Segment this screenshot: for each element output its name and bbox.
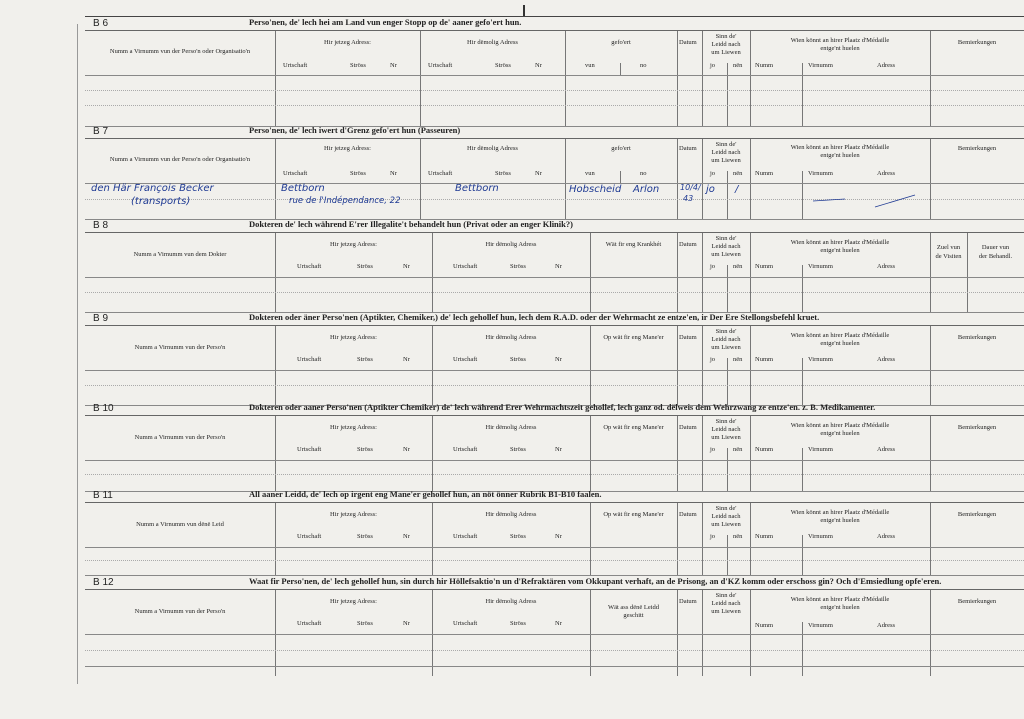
label-virnumm: Virnumm — [808, 62, 833, 69]
label-wien: Wien könnt an hirer Plaatz d'Médaille — [790, 422, 890, 429]
label-name-doctor: Numm a Virnumm vun dem Dokter — [133, 251, 227, 258]
label-stross: Ströss — [357, 620, 373, 627]
label-jo: jo — [710, 356, 716, 363]
section-grid — [85, 139, 1024, 219]
label-leidd-geschitt: Wät ass dënë Leidd — [607, 604, 660, 611]
entry-strokes — [85, 139, 1024, 219]
label-bemierkungen: Bemierkungen — [957, 334, 997, 341]
label-leidd-nach: Leidd nach — [711, 600, 741, 607]
label-name-leid: Numm a Virnumm vun dënë Leid — [136, 521, 224, 528]
label-zuel: Zuel vun — [936, 244, 961, 251]
label-old-address: Hir dëmolig Adress — [485, 424, 537, 431]
label-leidd-nach: Leidd nach — [711, 243, 741, 250]
label-adress: Adress — [877, 446, 896, 453]
left-margin-line — [77, 24, 78, 684]
label-virnumm: Virnumm — [808, 446, 833, 453]
label-current-address: Hir jetzeg Adress: — [324, 39, 371, 46]
label-nr: Nr — [555, 533, 562, 540]
label-datum: Datum — [679, 598, 697, 605]
label-bemierkungen: Bemierkungen — [957, 511, 997, 518]
label-leidd-nach: Leidd nach — [711, 336, 741, 343]
section-code: B 11 — [93, 490, 113, 501]
label-adress: Adress — [877, 170, 896, 177]
label-name-person: Numm a Virnumm vun der Perso'n — [134, 608, 226, 615]
label-manier: Op wät fir eng Mane'er — [603, 424, 664, 431]
label-gefoert: gefo'ert — [611, 39, 631, 46]
label-entgent-huelen: entge'nt huelen — [820, 340, 860, 347]
section-header — [85, 576, 1024, 590]
section-code: B 12 — [93, 577, 114, 588]
section-grid — [85, 31, 1024, 126]
label-wien: Wien könnt an hirer Plaatz d'Médaille — [790, 239, 890, 246]
label-leidd-nach: Leidd nach — [711, 426, 741, 433]
label-datum: Datum — [679, 241, 697, 248]
label-stross: Ströss — [510, 356, 526, 363]
label-datum: Datum — [679, 511, 697, 518]
label-datum: Datum — [679, 424, 697, 431]
section-title: Dokteren oder aaner Perso'nen (Aptikter Chemiker) de' lech während Erer Wehrmachtszeit gehollef, lech ganz od. dëlweis dem Wehrzwang ze entze'en. z. B. Medikamenter. — [249, 402, 876, 412]
label-numm: Numm — [755, 263, 774, 270]
label-visiten: de Visiten — [935, 253, 962, 260]
label-wien: Wien könnt an hirer Plaatz d'Médaille — [790, 596, 890, 603]
section-header — [85, 125, 1024, 139]
section-b9 — [85, 312, 1024, 405]
section-b10 — [85, 402, 1024, 491]
label-virnumm: Virnumm — [808, 533, 833, 540]
label-adress: Adress — [877, 62, 896, 69]
label-stross: Ströss — [495, 62, 511, 69]
label-nr: Nr — [390, 62, 397, 69]
label-urtschaft: Urtschaft — [297, 263, 322, 270]
label-current-address: Hir jetzeg Adress: — [330, 424, 377, 431]
section-header — [85, 219, 1024, 233]
label-nr: Nr — [403, 356, 410, 363]
label-geschitt: geschitt — [623, 612, 644, 619]
label-datum: Datum — [679, 334, 697, 341]
label-current-address: Hir jetzeg Adress: — [330, 511, 377, 518]
label-entgent-huelen: entge'nt huelen — [820, 45, 860, 52]
label-stross: Ströss — [357, 356, 373, 363]
label-numm: Numm — [755, 622, 774, 629]
label-wien: Wien könnt an hirer Plaatz d'Médaille — [790, 332, 890, 339]
section-title: Waat fir Perso'nen, de' lech gehollef hun, sin durch hir Höllefsaktio'n un d'Refraktären vom Okkupant verhaft, an de Prisong, an d'KZ komm oder erschoss gin? Och d'Emsiedlung opfe'eren. — [249, 576, 942, 586]
label-vun: vun — [585, 170, 595, 177]
label-nen: nën — [733, 62, 743, 69]
label-urtschaft: Urtschaft — [297, 446, 322, 453]
section-code: B 10 — [93, 403, 114, 414]
label-virnumm: Virnumm — [808, 170, 833, 177]
label-stross: Ströss — [510, 620, 526, 627]
label-numm: Numm — [755, 446, 774, 453]
label-name: Numm a Virnumm vun der Perso'n oder Organisatio'n — [109, 48, 251, 55]
section-header — [85, 17, 1024, 31]
section-title: Perso'nen, de' lech iwert d'Grenz gefo'ert hun (Passeuren) — [249, 125, 461, 135]
label-stross: Ströss — [510, 263, 526, 270]
section-grid — [85, 233, 1024, 312]
label-nr: Nr — [555, 446, 562, 453]
section-grid — [85, 590, 1024, 676]
label-um-liewen: um Liewen — [711, 434, 741, 441]
entry-current-street: rue de l'Indépendance, 22 — [289, 196, 401, 206]
section-b8 — [85, 219, 1024, 312]
label-leidd-nach: Leidd nach — [711, 513, 741, 520]
label-behandl: der Behandl. — [978, 253, 1013, 260]
entry-nen: / — [735, 184, 739, 195]
section-grid — [85, 326, 1024, 405]
label-entgent-huelen: entge'nt huelen — [820, 517, 860, 524]
label-nr: Nr — [555, 620, 562, 627]
label-current-address: Hir jetzeg Adress: — [330, 241, 377, 248]
label-urtschaft: Urtschaft — [297, 533, 322, 540]
label-entgent-huelen: entge'nt huelen — [820, 604, 860, 611]
label-um-liewen: um Liewen — [711, 251, 741, 258]
label-urtschaft: Urtschaft — [453, 263, 478, 270]
label-leidd-nach: Leidd nach — [711, 149, 741, 156]
label-sinn: Sinn de' — [715, 592, 737, 599]
section-header — [85, 312, 1024, 326]
label-dauer: Dauer vun — [981, 244, 1010, 251]
label-name-person: Numm a Virnumm vun der Perso'n — [134, 434, 226, 441]
label-sinn: Sinn de' — [715, 328, 737, 335]
label-stross: Ströss — [357, 263, 373, 270]
entry-current-town: Bettborn — [281, 183, 325, 194]
label-jo: jo — [710, 62, 716, 69]
label-current-address: Hir jetzeg Adress: — [324, 145, 371, 152]
label-entgent-huelen: entge'nt huelen — [820, 247, 860, 254]
label-um-liewen: um Liewen — [711, 49, 741, 56]
label-nen: nën — [733, 356, 743, 363]
label-bemierkungen: Bemierkungen — [957, 424, 997, 431]
label-numm: Numm — [755, 533, 774, 540]
label-nr: Nr — [390, 170, 397, 177]
label-urtschaft: Urtschaft — [453, 533, 478, 540]
top-tick-mark — [523, 5, 525, 16]
label-urtschaft: Urtschaft — [453, 446, 478, 453]
label-current-address: Hir jetzeg Adress: — [330, 598, 377, 605]
label-stross: Ströss — [510, 533, 526, 540]
section-title: Dokteren oder äner Perso'nen (Aptikter, Chemiker,) de' lech gehollef hun, lech dem R.A.D. oder der Wehrmacht ze entze'en, ir Der Ere Stellongsbefehl kruet. — [249, 312, 820, 322]
label-old-address: Hir dëmolig Adress — [467, 145, 518, 152]
entry-from: Hobscheid — [569, 184, 622, 195]
label-adress: Adress — [877, 263, 896, 270]
label-um-liewen: um Liewen — [711, 521, 741, 528]
entry-jo: jo — [706, 184, 715, 195]
label-name-person: Numm a Virnumm vun der Perso'n — [134, 344, 226, 351]
label-numm: Numm — [755, 356, 774, 363]
label-numm: Numm — [755, 62, 774, 69]
label-name: Numm a Virnumm vun der Perso'n oder Organisatio'n — [109, 156, 251, 163]
label-manier: Op wät fir eng Mane'er — [603, 511, 664, 518]
label-nr: Nr — [555, 356, 562, 363]
label-adress: Adress — [877, 622, 896, 629]
label-nr: Nr — [403, 533, 410, 540]
label-virnumm: Virnumm — [808, 622, 833, 629]
label-nr: Nr — [403, 620, 410, 627]
label-stross: Ströss — [495, 170, 511, 177]
entry-date: 10/4/ — [680, 183, 701, 192]
label-no: no — [640, 170, 647, 177]
label-nr: Nr — [555, 263, 562, 270]
entry-year: 43 — [683, 194, 694, 203]
label-stross: Ströss — [357, 446, 373, 453]
section-title: Perso'nen, de' lech hei am Land vun enger Stopp op de' aaner gefo'ert hun. — [249, 17, 522, 27]
label-sinn: Sinn de' — [715, 418, 737, 425]
section-b6 — [85, 17, 1024, 126]
label-urtschaft: Urtschaft — [297, 620, 322, 627]
label-sinn: Sinn de' — [715, 235, 737, 242]
label-nr: Nr — [403, 263, 410, 270]
label-virnumm: Virnumm — [808, 356, 833, 363]
label-urtschaft: Urtschaft — [453, 356, 478, 363]
label-numm: Numm — [755, 170, 774, 177]
section-b12 — [85, 576, 1024, 676]
label-stross: Ströss — [350, 62, 366, 69]
label-um-liewen: um Liewen — [711, 344, 741, 351]
label-urtschaft: Urtschaft — [283, 170, 308, 177]
label-urtschaft: Urtschaft — [283, 62, 308, 69]
section-grid — [85, 503, 1024, 575]
label-jo: jo — [710, 446, 716, 453]
section-b7 — [85, 125, 1024, 219]
label-nr: Nr — [535, 62, 542, 69]
label-sinn: Sinn de' — [715, 141, 737, 148]
label-virnumm: Virnumm — [808, 263, 833, 270]
entry-name: den Här François Becker — [91, 183, 214, 194]
label-nen: nën — [733, 263, 743, 270]
label-sinn: Sinn de' — [715, 33, 737, 40]
label-leidd-nach: Leidd nach — [711, 41, 741, 48]
label-sinn: Sinn de' — [715, 505, 737, 512]
label-wien: Wien könnt an hirer Plaatz d'Médaille — [790, 37, 890, 44]
label-jo: jo — [710, 170, 716, 177]
label-stross: Ströss — [350, 170, 366, 177]
label-nen: nën — [733, 533, 743, 540]
entry-old-town: Bettborn — [455, 183, 499, 194]
section-code: B 6 — [93, 18, 109, 29]
entry-to: Arlon — [633, 184, 660, 195]
label-krankheet: Wät fir eng Krankhét — [605, 241, 662, 248]
label-datum: Datum — [679, 39, 697, 46]
label-bemierkungen: Bemierkungen — [957, 145, 997, 152]
label-nen: nën — [733, 170, 743, 177]
label-nr: Nr — [403, 446, 410, 453]
section-code: B 8 — [93, 220, 109, 231]
section-grid — [85, 416, 1024, 491]
label-urtschaft: Urtschaft — [297, 356, 322, 363]
label-gefoert: gefo'ert — [611, 145, 631, 152]
label-no: no — [640, 62, 647, 69]
section-code: B 7 — [93, 126, 109, 137]
label-entgent-huelen: entge'nt huelen — [820, 430, 860, 437]
label-stross: Ströss — [510, 446, 526, 453]
label-entgent-huelen: entge'nt huelen — [820, 152, 860, 159]
label-old-address: Hir dëmolig Adress — [485, 598, 537, 605]
label-old-address: Hir dëmolig Adress — [485, 334, 537, 341]
section-title: All aaner Leidd, de' lech op irgent eng Mane'er gehollef hun, an nöt önner Rubrik B1-B10 faalen. — [249, 489, 602, 499]
label-um-liewen: um Liewen — [711, 608, 741, 615]
label-manier: Op wät fir eng Mane'er — [603, 334, 664, 341]
label-old-address: Hir dëmolig Adress — [467, 39, 518, 46]
label-wien: Wien könnt an hirer Plaatz d'Médaille — [790, 144, 890, 151]
label-vun: vun — [585, 62, 595, 69]
label-adress: Adress — [877, 533, 896, 540]
label-nen: nën — [733, 446, 743, 453]
entry-name-note: (transports) — [131, 196, 191, 207]
section-header — [85, 402, 1024, 416]
label-current-address: Hir jetzeg Adress: — [330, 334, 377, 341]
label-urtschaft: Urtschaft — [428, 170, 453, 177]
label-urtschaft: Urtschaft — [428, 62, 453, 69]
label-datum: Datum — [679, 145, 697, 152]
section-title: Dokteren de' lech während E'rer Illegalite't behandelt hun (Privat oder an enger Klinik?) — [249, 219, 573, 229]
label-adress: Adress — [877, 356, 896, 363]
label-jo: jo — [710, 263, 716, 270]
label-bemierkungen: Bemierkungen — [957, 598, 997, 605]
section-b11 — [85, 489, 1024, 575]
label-wien: Wien könnt an hirer Plaatz d'Médaille — [790, 509, 890, 516]
label-bemierkungen: Bemierkungen — [957, 39, 997, 46]
label-urtschaft: Urtschaft — [453, 620, 478, 627]
label-nr: Nr — [535, 170, 542, 177]
label-old-address: Hir dëmolig Adress — [485, 511, 537, 518]
label-old-address: Hir dëmolig Adress — [485, 241, 537, 248]
label-stross: Ströss — [357, 533, 373, 540]
label-um-liewen: um Liewen — [711, 157, 741, 164]
section-code: B 9 — [93, 313, 109, 324]
label-jo: jo — [710, 533, 716, 540]
section-header — [85, 489, 1024, 503]
